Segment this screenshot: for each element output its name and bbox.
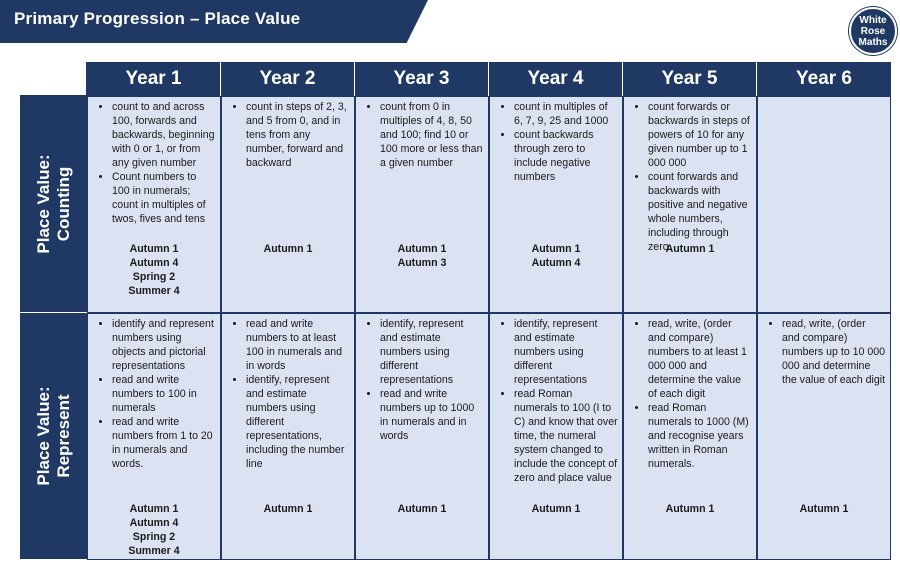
objective-item: • count backwards through zero to include negative numbers [514,128,618,184]
objective-item: • identify and represent numbers using objects and pictorial representations [112,317,216,373]
term-label: Autumn 1 [129,503,179,515]
term-list [490,242,622,270]
objective-list [92,317,216,471]
objective-item: • identify, represent and estimate numbers using different representations [380,317,484,387]
row-label-counting [20,96,87,313]
year-header: Year 5 [623,62,757,96]
table-cell [623,313,757,560]
term-list [88,242,220,298]
objective-item: • count to and across 100, forwards and backwards, beginning with 0 or 1, or from any given number [112,100,216,170]
term-label: Autumn 4 [129,257,179,269]
objective-item: • read, write, (order and compare) numbers up to 10 000 000 and determine the value of each digit [782,317,886,387]
term-list [222,502,354,516]
logo-line: White [859,14,887,26]
objective-item: • Count numbers to 100 in numerals; count in multiples of twos, fives and tens [112,170,216,226]
term-label: Autumn 4 [531,257,581,269]
table-cell [355,313,489,560]
objective-item: • read and write numbers from 1 to 20 in numerals and words. [112,415,216,471]
term-label: Spring 2 [132,271,176,283]
objective-item: • count forwards and backwards with positive and negative whole numbers, including through zero [648,170,752,254]
objective-list [494,100,618,184]
term-list [624,242,756,256]
objective-list [762,317,886,387]
objective-item: • read Roman numerals to 100 (I to C) and know that over time, the numeral system changed to include the concept of zero and place value [514,387,618,485]
term-label: Autumn 1 [531,243,581,255]
objective-item: • identify, represent and estimate numbers using different representations [514,317,618,387]
term-label: Autumn 1 [397,243,447,255]
term-label: Autumn 1 [397,503,447,515]
progression-table [20,62,891,560]
objective-item: • count in multiples of 6, 7, 9, 25 and 1000 [514,100,618,128]
term-label: Autumn 1 [263,243,313,255]
row-label-line: Represent [53,394,73,478]
term-label: Autumn 1 [665,243,715,255]
objective-item: • read and write numbers to 100 in numerals [112,373,216,415]
table-cell [221,96,355,313]
objective-item: • count from 0 in multiples of 4, 8, 50 and 100; find 10 or 100 more or less than a given number [380,100,484,170]
term-list [624,502,756,516]
year-header: Year 6 [757,62,891,96]
table-cell [87,313,221,560]
term-label: Autumn 1 [263,503,313,515]
term-label: Autumn 4 [129,517,179,529]
table-corner [20,62,87,96]
row-label-line: Place Value: [33,154,53,254]
objective-item: • read Roman numerals to 1000 (M) and recognise years written in Roman numerals. [648,401,752,471]
objective-list [628,100,752,254]
objective-item: • read, write, (order and compare) numbers to at least 1 000 000 and determine the value of each digit [648,317,752,401]
objective-list [226,100,350,170]
year-header: Year 4 [489,62,623,96]
term-label: Spring 2 [132,531,176,543]
page-title: Primary Progression – Place Value [14,9,301,28]
objective-list [92,100,216,226]
year-header: Year 3 [355,62,489,96]
term-list [490,502,622,516]
table-cell [757,313,891,560]
objective-list [494,317,618,485]
white-rose-maths-logo [849,7,897,55]
row-label-line: Counting [53,166,73,242]
objective-list [628,317,752,471]
term-label: Summer 4 [128,545,180,557]
row-label-line: Place Value: [33,386,53,486]
objective-item: • identify, represent and estimate numbers using different representations, including the number line [246,373,350,471]
table-cell [355,96,489,313]
objective-list [226,317,350,471]
table-cell [87,96,221,313]
term-label: Autumn 1 [531,503,581,515]
table-cell [623,96,757,313]
table-cell [489,313,623,560]
objective-item: • read and write numbers to at least 100 in numerals and in words [246,317,350,373]
objective-list [360,100,484,170]
term-list [88,502,220,558]
term-label: Autumn 1 [129,243,179,255]
table-cell [757,96,891,313]
objective-item: • count forwards or backwards in steps of powers of 10 for any given number up to 1 000 000 [648,100,752,170]
term-label: Autumn 1 [799,503,849,515]
term-list [758,502,890,516]
year-header: Year 2 [221,62,355,96]
term-list [356,242,488,270]
term-list [222,242,354,256]
term-label: Autumn 1 [665,503,715,515]
logo-line: Rose [860,25,886,37]
objective-item: • read and write numbers up to 1000 in numerals and in words [380,387,484,443]
term-list [356,502,488,516]
table-cell [489,96,623,313]
objective-list [360,317,484,443]
table-cell [221,313,355,560]
logo-line: Maths [858,36,888,48]
objective-item: • count in steps of 2, 3, and 5 from 0, and in tens from any number, forward and backward [246,100,350,170]
term-label: Autumn 3 [397,257,447,269]
row-label-represent [20,313,87,560]
term-label: Summer 4 [128,285,180,297]
year-header: Year 1 [87,62,221,96]
